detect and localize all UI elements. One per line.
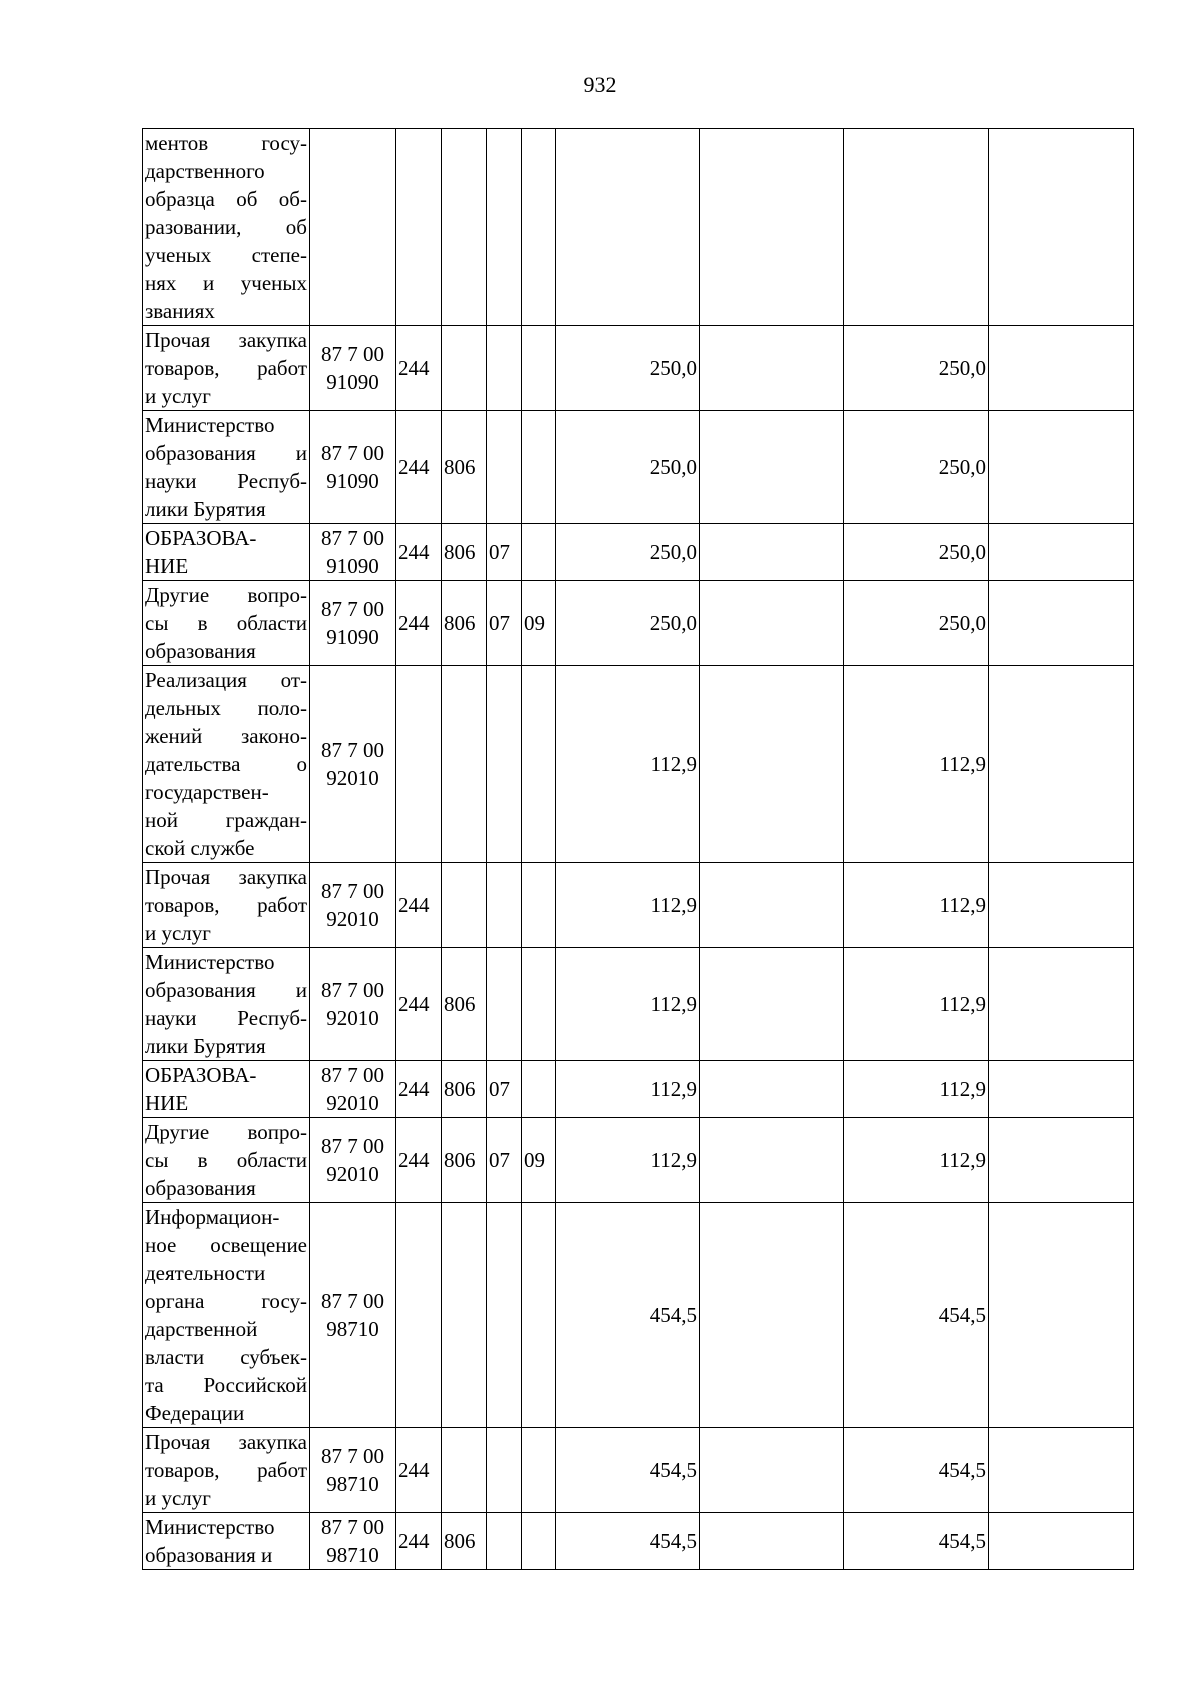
row-name-line: товаров, работ: [145, 356, 307, 380]
row-amount-2: [700, 1513, 844, 1570]
row-name-line: Министерство: [145, 950, 275, 974]
row-target-code-line: 87 7 00: [321, 526, 384, 550]
row-expense-type: 244: [396, 326, 442, 411]
row-name: [143, 581, 310, 666]
table-row: [143, 411, 1134, 524]
row-amount-2: [700, 1203, 844, 1428]
row-amount-2: [700, 581, 844, 666]
row-section-code: [487, 129, 522, 326]
row-name: [143, 524, 310, 581]
row-subsection-code: [522, 524, 556, 581]
row-target-code-line: 98710: [326, 1317, 379, 1341]
row-section-code: [487, 863, 522, 948]
row-expense-type: 244: [396, 411, 442, 524]
row-expense-type: 244: [396, 581, 442, 666]
row-amount-2: [700, 326, 844, 411]
row-name-line: товаров, работ: [145, 893, 307, 917]
row-amount-4: [989, 129, 1134, 326]
row-section-code: [487, 326, 522, 411]
row-name-line: ской службе: [145, 836, 255, 860]
row-amount-4: [989, 1203, 1134, 1428]
table-row: [143, 524, 1134, 581]
row-name-line: образования и: [145, 978, 307, 1002]
row-target-code: [310, 863, 396, 948]
row-target-code: [310, 411, 396, 524]
row-name-line: ученых степе-: [145, 243, 307, 267]
row-ministry-code: [442, 863, 487, 948]
row-amount-3: 112,9: [844, 666, 989, 863]
row-name-line: дательства о: [145, 752, 307, 776]
row-amount-2: [700, 863, 844, 948]
table-row: [143, 1428, 1134, 1513]
row-name-line: Министерство: [145, 1515, 275, 1539]
row-subsection-code: 09: [522, 1118, 556, 1203]
row-subsection-code: [522, 326, 556, 411]
row-name: [143, 1513, 310, 1570]
row-subsection-code: [522, 1061, 556, 1118]
row-target-code-line: 87 7 00: [321, 342, 384, 366]
row-expense-type: 244: [396, 863, 442, 948]
row-name-line: образования и: [145, 441, 307, 465]
row-ministry-code: 806: [442, 1118, 487, 1203]
row-expense-type: 244: [396, 948, 442, 1061]
row-subsection-code: [522, 863, 556, 948]
row-name-line: ОБРАЗОВА-: [145, 526, 257, 550]
row-section-code: 07: [487, 1061, 522, 1118]
row-target-code: [310, 1118, 396, 1203]
row-section-code: 07: [487, 524, 522, 581]
row-amount-2: [700, 1061, 844, 1118]
row-amount-3: 454,5: [844, 1428, 989, 1513]
row-target-code-line: 92010: [326, 1006, 379, 1030]
row-name-line: власти субъек-: [145, 1345, 307, 1369]
row-ministry-code: 806: [442, 948, 487, 1061]
row-expense-type: [396, 1203, 442, 1428]
row-amount-3: 250,0: [844, 326, 989, 411]
row-name-line: НИЕ: [145, 554, 189, 578]
row-name-line: Прочая закупка: [145, 865, 307, 889]
row-name: [143, 948, 310, 1061]
row-name: [143, 129, 310, 326]
row-amount-1: 250,0: [556, 524, 700, 581]
table-row: [143, 1513, 1134, 1570]
row-amount-3: [844, 129, 989, 326]
row-target-code-line: 91090: [326, 554, 379, 578]
table-row: [143, 1203, 1134, 1428]
table-row: [143, 1061, 1134, 1118]
row-amount-2: [700, 948, 844, 1061]
row-amount-3: 250,0: [844, 411, 989, 524]
row-amount-2: [700, 1118, 844, 1203]
row-name: [143, 1118, 310, 1203]
row-name-line: Прочая закупка: [145, 1430, 307, 1454]
row-expense-type: 244: [396, 1428, 442, 1513]
row-subsection-code: [522, 1428, 556, 1513]
row-ministry-code: [442, 326, 487, 411]
row-name: [143, 326, 310, 411]
row-name-line: ное освещение: [145, 1233, 307, 1257]
budget-table: [142, 128, 1134, 1570]
row-name-line: образования: [145, 1176, 256, 1200]
row-name-line: и услуг: [145, 384, 211, 408]
row-target-code-line: 87 7 00: [321, 1444, 384, 1468]
row-amount-2: [700, 1428, 844, 1513]
row-ministry-code: [442, 1428, 487, 1513]
row-name-line: государствен-: [145, 780, 269, 804]
row-amount-4: [989, 666, 1134, 863]
row-name-line: разовании, об: [145, 215, 307, 239]
row-name-line: и услуг: [145, 921, 211, 945]
row-name-line: науки Респуб-: [145, 1006, 307, 1030]
row-amount-1: 112,9: [556, 1118, 700, 1203]
row-name-line: сы в области: [145, 611, 307, 635]
row-name-line: дельных поло-: [145, 696, 307, 720]
row-name-line: Министерство: [145, 413, 275, 437]
row-subsection-code: [522, 1203, 556, 1428]
row-amount-1: 112,9: [556, 863, 700, 948]
row-target-code-line: 92010: [326, 1162, 379, 1186]
row-amount-4: [989, 863, 1134, 948]
row-name-line: сы в области: [145, 1148, 307, 1172]
row-section-code: 07: [487, 581, 522, 666]
row-section-code: 07: [487, 1118, 522, 1203]
row-amount-3: 454,5: [844, 1513, 989, 1570]
row-amount-3: 112,9: [844, 948, 989, 1061]
row-target-code-line: 87 7 00: [321, 597, 384, 621]
row-name: [143, 1428, 310, 1513]
row-ministry-code: 806: [442, 524, 487, 581]
row-name-line: званиях: [145, 299, 215, 323]
row-subsection-code: [522, 666, 556, 863]
row-target-code-line: 92010: [326, 766, 379, 790]
row-amount-1: 454,5: [556, 1428, 700, 1513]
row-subsection-code: [522, 948, 556, 1061]
row-name: [143, 411, 310, 524]
row-amount-1: 112,9: [556, 948, 700, 1061]
row-target-code-line: 87 7 00: [321, 1063, 384, 1087]
row-amount-3: 112,9: [844, 1061, 989, 1118]
table-row: [143, 666, 1134, 863]
row-target-code-line: 91090: [326, 370, 379, 394]
row-target-code: [310, 524, 396, 581]
row-expense-type: 244: [396, 1118, 442, 1203]
row-amount-3: 112,9: [844, 863, 989, 948]
row-target-code: [310, 1061, 396, 1118]
row-amount-1: 454,5: [556, 1513, 700, 1570]
row-target-code-line: 91090: [326, 625, 379, 649]
row-expense-type: 244: [396, 524, 442, 581]
row-section-code: [487, 1513, 522, 1570]
row-target-code: [310, 1428, 396, 1513]
row-target-code-line: 87 7 00: [321, 978, 384, 1002]
row-ministry-code: 806: [442, 1061, 487, 1118]
row-subsection-code: 09: [522, 581, 556, 666]
row-amount-1: 112,9: [556, 666, 700, 863]
row-name: [143, 1203, 310, 1428]
row-target-code-line: 87 7 00: [321, 1134, 384, 1158]
row-name: [143, 666, 310, 863]
row-section-code: [487, 1203, 522, 1428]
row-target-code: [310, 1513, 396, 1570]
row-amount-3: 454,5: [844, 1203, 989, 1428]
row-name-line: и услуг: [145, 1486, 211, 1510]
row-name-line: дарственной: [145, 1317, 258, 1341]
row-section-code: [487, 666, 522, 863]
row-amount-2: [700, 666, 844, 863]
row-amount-1: 250,0: [556, 411, 700, 524]
row-target-code-line: 87 7 00: [321, 1289, 384, 1313]
row-amount-4: [989, 326, 1134, 411]
row-amount-1: 250,0: [556, 581, 700, 666]
row-name-line: лики Бурятия: [145, 1034, 266, 1058]
row-target-code-line: 87 7 00: [321, 1515, 384, 1539]
row-ministry-code: [442, 1203, 487, 1428]
row-amount-4: [989, 524, 1134, 581]
row-amount-4: [989, 948, 1134, 1061]
row-name-line: науки Респуб-: [145, 469, 307, 493]
page-number: 932: [583, 72, 617, 97]
table-row: [143, 581, 1134, 666]
row-subsection-code: [522, 129, 556, 326]
row-name-line: та Российской: [145, 1373, 307, 1397]
row-name-line: Другие вопро-: [145, 583, 307, 607]
row-section-code: [487, 1428, 522, 1513]
row-section-code: [487, 411, 522, 524]
row-amount-1: [556, 129, 700, 326]
row-name-line: Информацион-: [145, 1205, 280, 1229]
row-amount-4: [989, 1428, 1134, 1513]
row-subsection-code: [522, 411, 556, 524]
row-target-code-line: 87 7 00: [321, 738, 384, 762]
row-target-code: [310, 581, 396, 666]
row-name-line: ОБРАЗОВА-: [145, 1063, 257, 1087]
row-amount-3: 250,0: [844, 524, 989, 581]
row-amount-3: 112,9: [844, 1118, 989, 1203]
row-target-code: [310, 326, 396, 411]
row-name-line: товаров, работ: [145, 1458, 307, 1482]
row-target-code: [310, 666, 396, 863]
row-section-code: [487, 948, 522, 1061]
table-row: [143, 863, 1134, 948]
row-amount-1: 112,9: [556, 1061, 700, 1118]
row-name-line: жений законо-: [145, 724, 307, 748]
row-target-code-line: 98710: [326, 1543, 379, 1567]
table-row: [143, 948, 1134, 1061]
row-target-code: [310, 948, 396, 1061]
row-name-line: лики Бурятия: [145, 497, 266, 521]
row-amount-4: [989, 1118, 1134, 1203]
row-name-line: НИЕ: [145, 1091, 189, 1115]
row-subsection-code: [522, 1513, 556, 1570]
row-target-code-line: 87 7 00: [321, 441, 384, 465]
row-amount-2: [700, 129, 844, 326]
row-target-code: [310, 129, 396, 326]
row-ministry-code: [442, 129, 487, 326]
row-expense-type: [396, 129, 442, 326]
row-name-line: образования и: [145, 1543, 273, 1567]
row-target-code-line: 92010: [326, 1091, 379, 1115]
row-amount-4: [989, 1513, 1134, 1570]
row-name: [143, 1061, 310, 1118]
row-target-code-line: 92010: [326, 907, 379, 931]
row-amount-2: [700, 411, 844, 524]
row-target-code-line: 87 7 00: [321, 879, 384, 903]
row-name-line: органа госу-: [145, 1289, 307, 1313]
row-name-line: образца об об-: [145, 187, 307, 211]
row-name-line: Прочая закупка: [145, 328, 307, 352]
row-amount-1: 454,5: [556, 1203, 700, 1428]
row-expense-type: 244: [396, 1061, 442, 1118]
row-name-line: ной граждан-: [145, 808, 307, 832]
row-name-line: дарственного: [145, 159, 265, 183]
row-amount-4: [989, 581, 1134, 666]
row-target-code-line: 98710: [326, 1472, 379, 1496]
row-name-line: образования: [145, 639, 256, 663]
table-row: [143, 326, 1134, 411]
row-target-code-line: 91090: [326, 469, 379, 493]
row-amount-4: [989, 411, 1134, 524]
row-ministry-code: 806: [442, 1513, 487, 1570]
table-row: [143, 129, 1134, 326]
row-expense-type: 244: [396, 1513, 442, 1570]
row-amount-3: 250,0: [844, 581, 989, 666]
table-body: [143, 129, 1134, 1570]
row-ministry-code: 806: [442, 581, 487, 666]
row-name-line: Другие вопро-: [145, 1120, 307, 1144]
row-name-line: ментов госу-: [145, 131, 307, 155]
row-name-line: нях и ученых: [145, 271, 307, 295]
row-name-line: деятельности: [145, 1261, 266, 1285]
row-amount-4: [989, 1061, 1134, 1118]
row-name-line: Федерации: [145, 1401, 245, 1425]
row-amount-2: [700, 524, 844, 581]
row-amount-1: 250,0: [556, 326, 700, 411]
row-name-line: Реализация от-: [145, 668, 307, 692]
row-name: [143, 863, 310, 948]
row-ministry-code: [442, 666, 487, 863]
row-target-code: [310, 1203, 396, 1428]
row-ministry-code: 806: [442, 411, 487, 524]
table-row: [143, 1118, 1134, 1203]
row-expense-type: [396, 666, 442, 863]
